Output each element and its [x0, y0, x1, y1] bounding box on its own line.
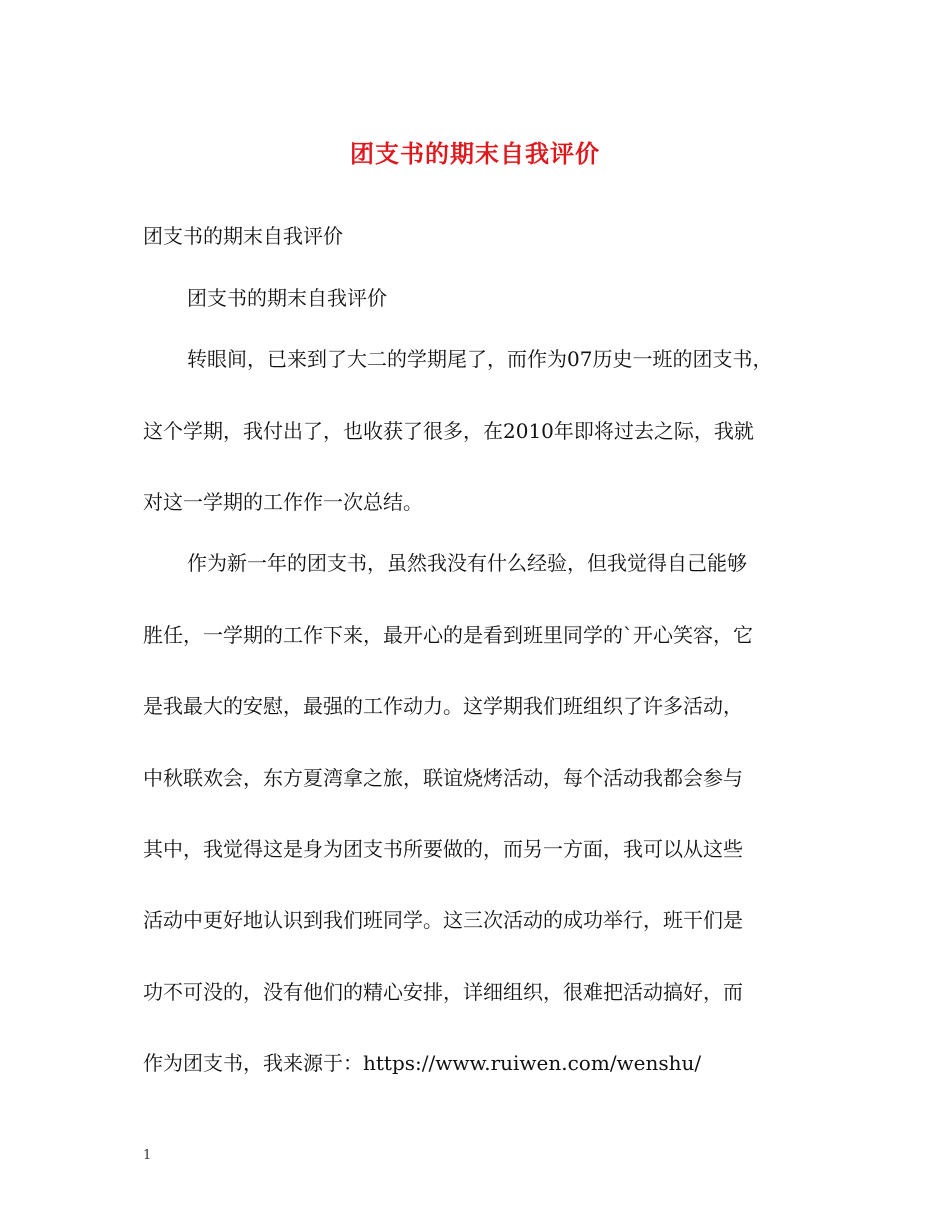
text-line-3: 这个学期，我付出了，也收获了很多，在2010年即将过去之际，我就 [143, 419, 754, 443]
page-number: 1 [143, 1148, 152, 1163]
text-line-10: 活动中更好地认识到我们班同学。这三次活动的成功举行，班干们是 [143, 908, 743, 932]
text-line-6: 胜任，一学期的工作下来，最开心的是看到班里同学的`开心笑容，它 [143, 623, 753, 647]
text-line-5: 作为新一年的团支书，虽然我没有什么经验，但我觉得自己能够 [187, 551, 747, 575]
text-line-9: 其中，我觉得这是身为团支书所要做的，而另一方面，我可以从这些 [143, 837, 743, 861]
text-line-12: 作为团支书，我来源于：https://www.ruiwen.com/wenshu/ [143, 1051, 702, 1075]
subtitle-line: 团支书的期末自我评价 [143, 224, 343, 248]
text-line-2: 转眼间，已来到了大二的学期尾了，而作为07历史一班的团支书， [187, 347, 773, 371]
text-line-8: 中秋联欢会，东方夏湾拿之旅，联谊烧烤活动，每个活动我都会参与 [143, 766, 743, 790]
text-line-11: 功不可没的，没有他们的精心安排，详细组织，很难把活动搞好，而 [143, 980, 743, 1004]
text-line-7: 是我最大的安慰，最强的工作动力。这学期我们班组织了许多活动， [143, 694, 743, 718]
document-title: 团支书的期末自我评价 [350, 139, 600, 168]
text-line-1: 团支书的期末自我评价 [187, 286, 387, 310]
text-line-4: 对这一学期的工作作一次总结。 [143, 490, 423, 514]
